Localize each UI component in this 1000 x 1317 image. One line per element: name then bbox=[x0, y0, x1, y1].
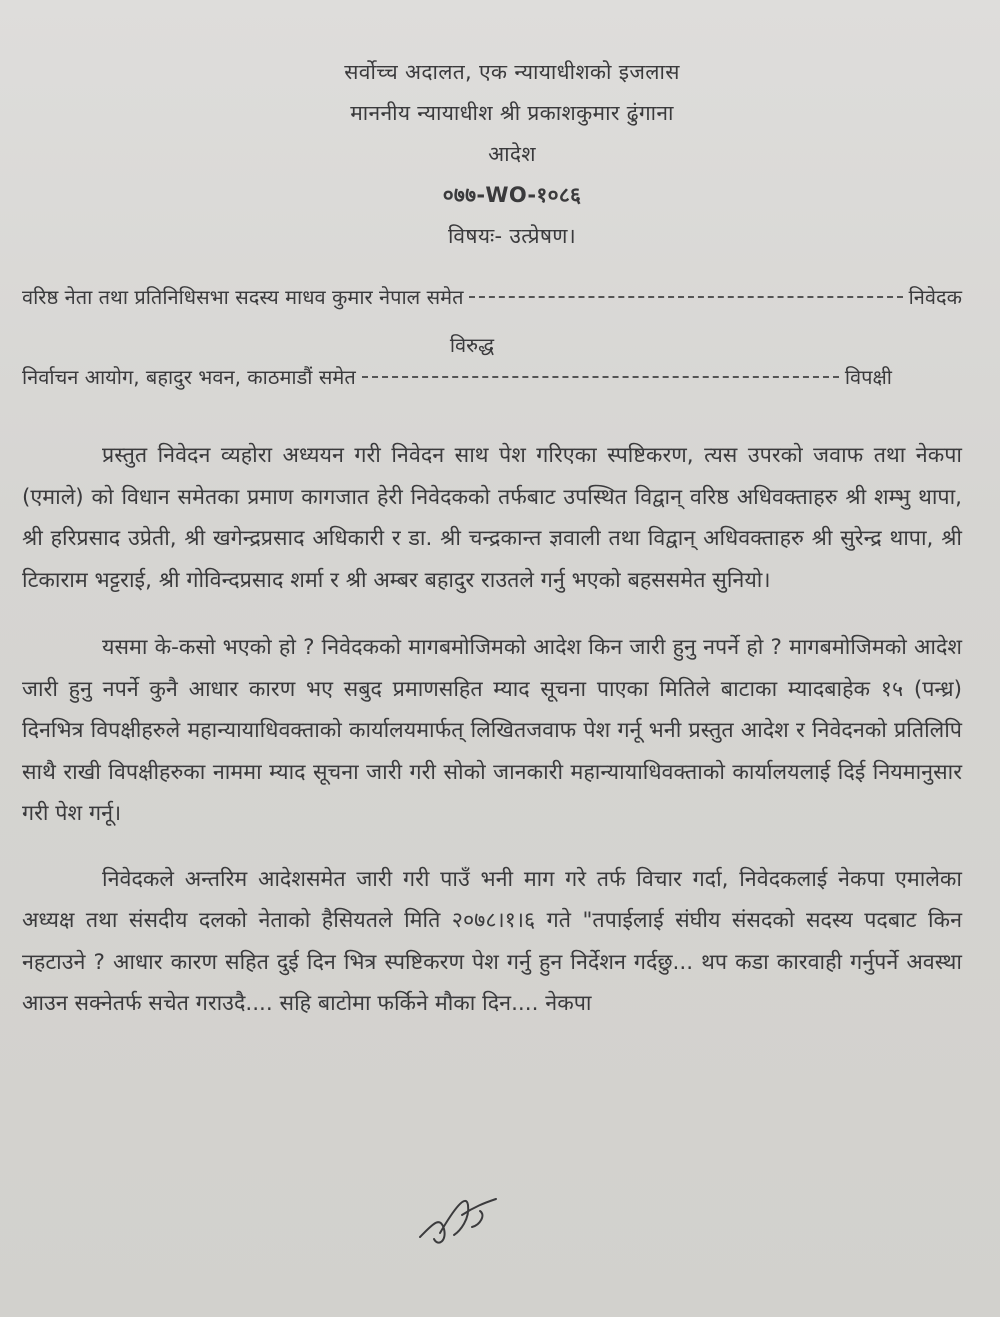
dotted-leader bbox=[469, 296, 902, 298]
case-number: ०७७-WO-१०८६ bbox=[442, 183, 582, 207]
order-title: आदेश bbox=[488, 142, 536, 166]
justice-name: माननीय न्यायाधीश श्री प्रकाशकुमार ढुंगाना bbox=[350, 101, 674, 125]
parties-section bbox=[22, 283, 962, 407]
court-name: सर्वोच्च अदालत, एक न्यायाधीशको इजलास bbox=[344, 60, 680, 84]
petitioner-line bbox=[22, 283, 962, 327]
petitioner-name: वरिष्ठ नेता तथा प्रतिनिधिसभा सदस्य माधव कुमार नेपाल समेत bbox=[22, 285, 464, 309]
paragraph-interim-order: निवेदकले अन्तरिम आदेशसमेत जारी गरी पाउँ भनी माग गरे तर्फ विचार गर्दा, निवेदकलाई नेकपा एमालेका अध्यक्ष तथा संसदीय दलको नेताको हैसियतले मिति २०७८।१।६ गते "तपाईलाई संघीय संसदको सदस्य पदबाट किन नहटाउने ? आधार कारण सहित दुई दिन भित्र स्पष्टिकरण पेश गर्नु हुन निर्देशन गर्दछु... थप कडा कारवाही गर्नुपर्ने अवस्था आउन सक्नेतर्फ सचेत गराउदै.... सहि बाटोमा फर्किने मौका दिन.... नेकपा bbox=[22, 866, 962, 1016]
signature-scribble bbox=[410, 1185, 520, 1255]
paragraph-hearing: प्रस्तुत निवेदन व्यहोरा अध्ययन गरी निवेदन साथ पेश गरिएका स्पष्टिकरण, त्यस उपरको जवाफ तथा नेकपा (एमाले) को विधान समेतका प्रमाण कागजात हेरी निवेदकको तर्फबाट उपस्थित विद्वान् वरिष्ठ अधिवक्ताहरु श्री शम्भु थापा, श्री हरिप्रसाद उप्रेती, श्री खगेन्द्रप्रसाद अधिकारी र डा. श्री चन्द्रकान्त ज्ञवाली तथा विद्वान् अधिवक्ताहरु श्री सुरेन्द्र थापा, श्री टिकाराम भट्टराई, श्री गोविन्दप्रसाद शर्मा र श्री अम्बर बहादुर राउतले गर्नु भएको बहससमेत सुनियो। bbox=[22, 443, 962, 593]
respondent-role: विपक्षी bbox=[844, 365, 892, 389]
paragraph-show-cause: यसमा के-कसो भएको हो ? निवेदकको मागबमोजिमको आदेश किन जारी हुनु नपर्ने हो ? मागबमोजिमको आदेश जारी हुनु नपर्ने कुनै आधार कारण भए सबुद प्रमाणसहित म्याद सूचना पाएका मितिले बाटाका म्यादबाहेक १५ (पन्ध्र) दिनभित्र विपक्षीहरुले महान्यायाधिवक्ताको कार्यालयमार्फत् लिखितजवाफ पेश गर्नू भनी प्रस्तुत आदेश र निवेदनको प्रतिलिपि साथै राखी विपक्षीहरुका नाममा म्याद सूचना जारी गरी सोको जानकारी महान्यायाधिवक्ताको कार्यालयलाई दिई नियमानुसार गरी पेश गर्नू। bbox=[22, 635, 962, 826]
respondent-name: निर्वाचन आयोग, बहादुर भवन, काठमाडौं समेत bbox=[22, 365, 356, 389]
respondent-line bbox=[22, 363, 962, 407]
subject-line: विषयः- उत्प्रेषण। bbox=[447, 224, 577, 248]
order-header bbox=[62, 52, 962, 257]
versus-label: विरुद्ध bbox=[449, 333, 495, 357]
petitioner-role: निवेदक bbox=[908, 285, 962, 309]
dotted-leader bbox=[362, 376, 839, 378]
